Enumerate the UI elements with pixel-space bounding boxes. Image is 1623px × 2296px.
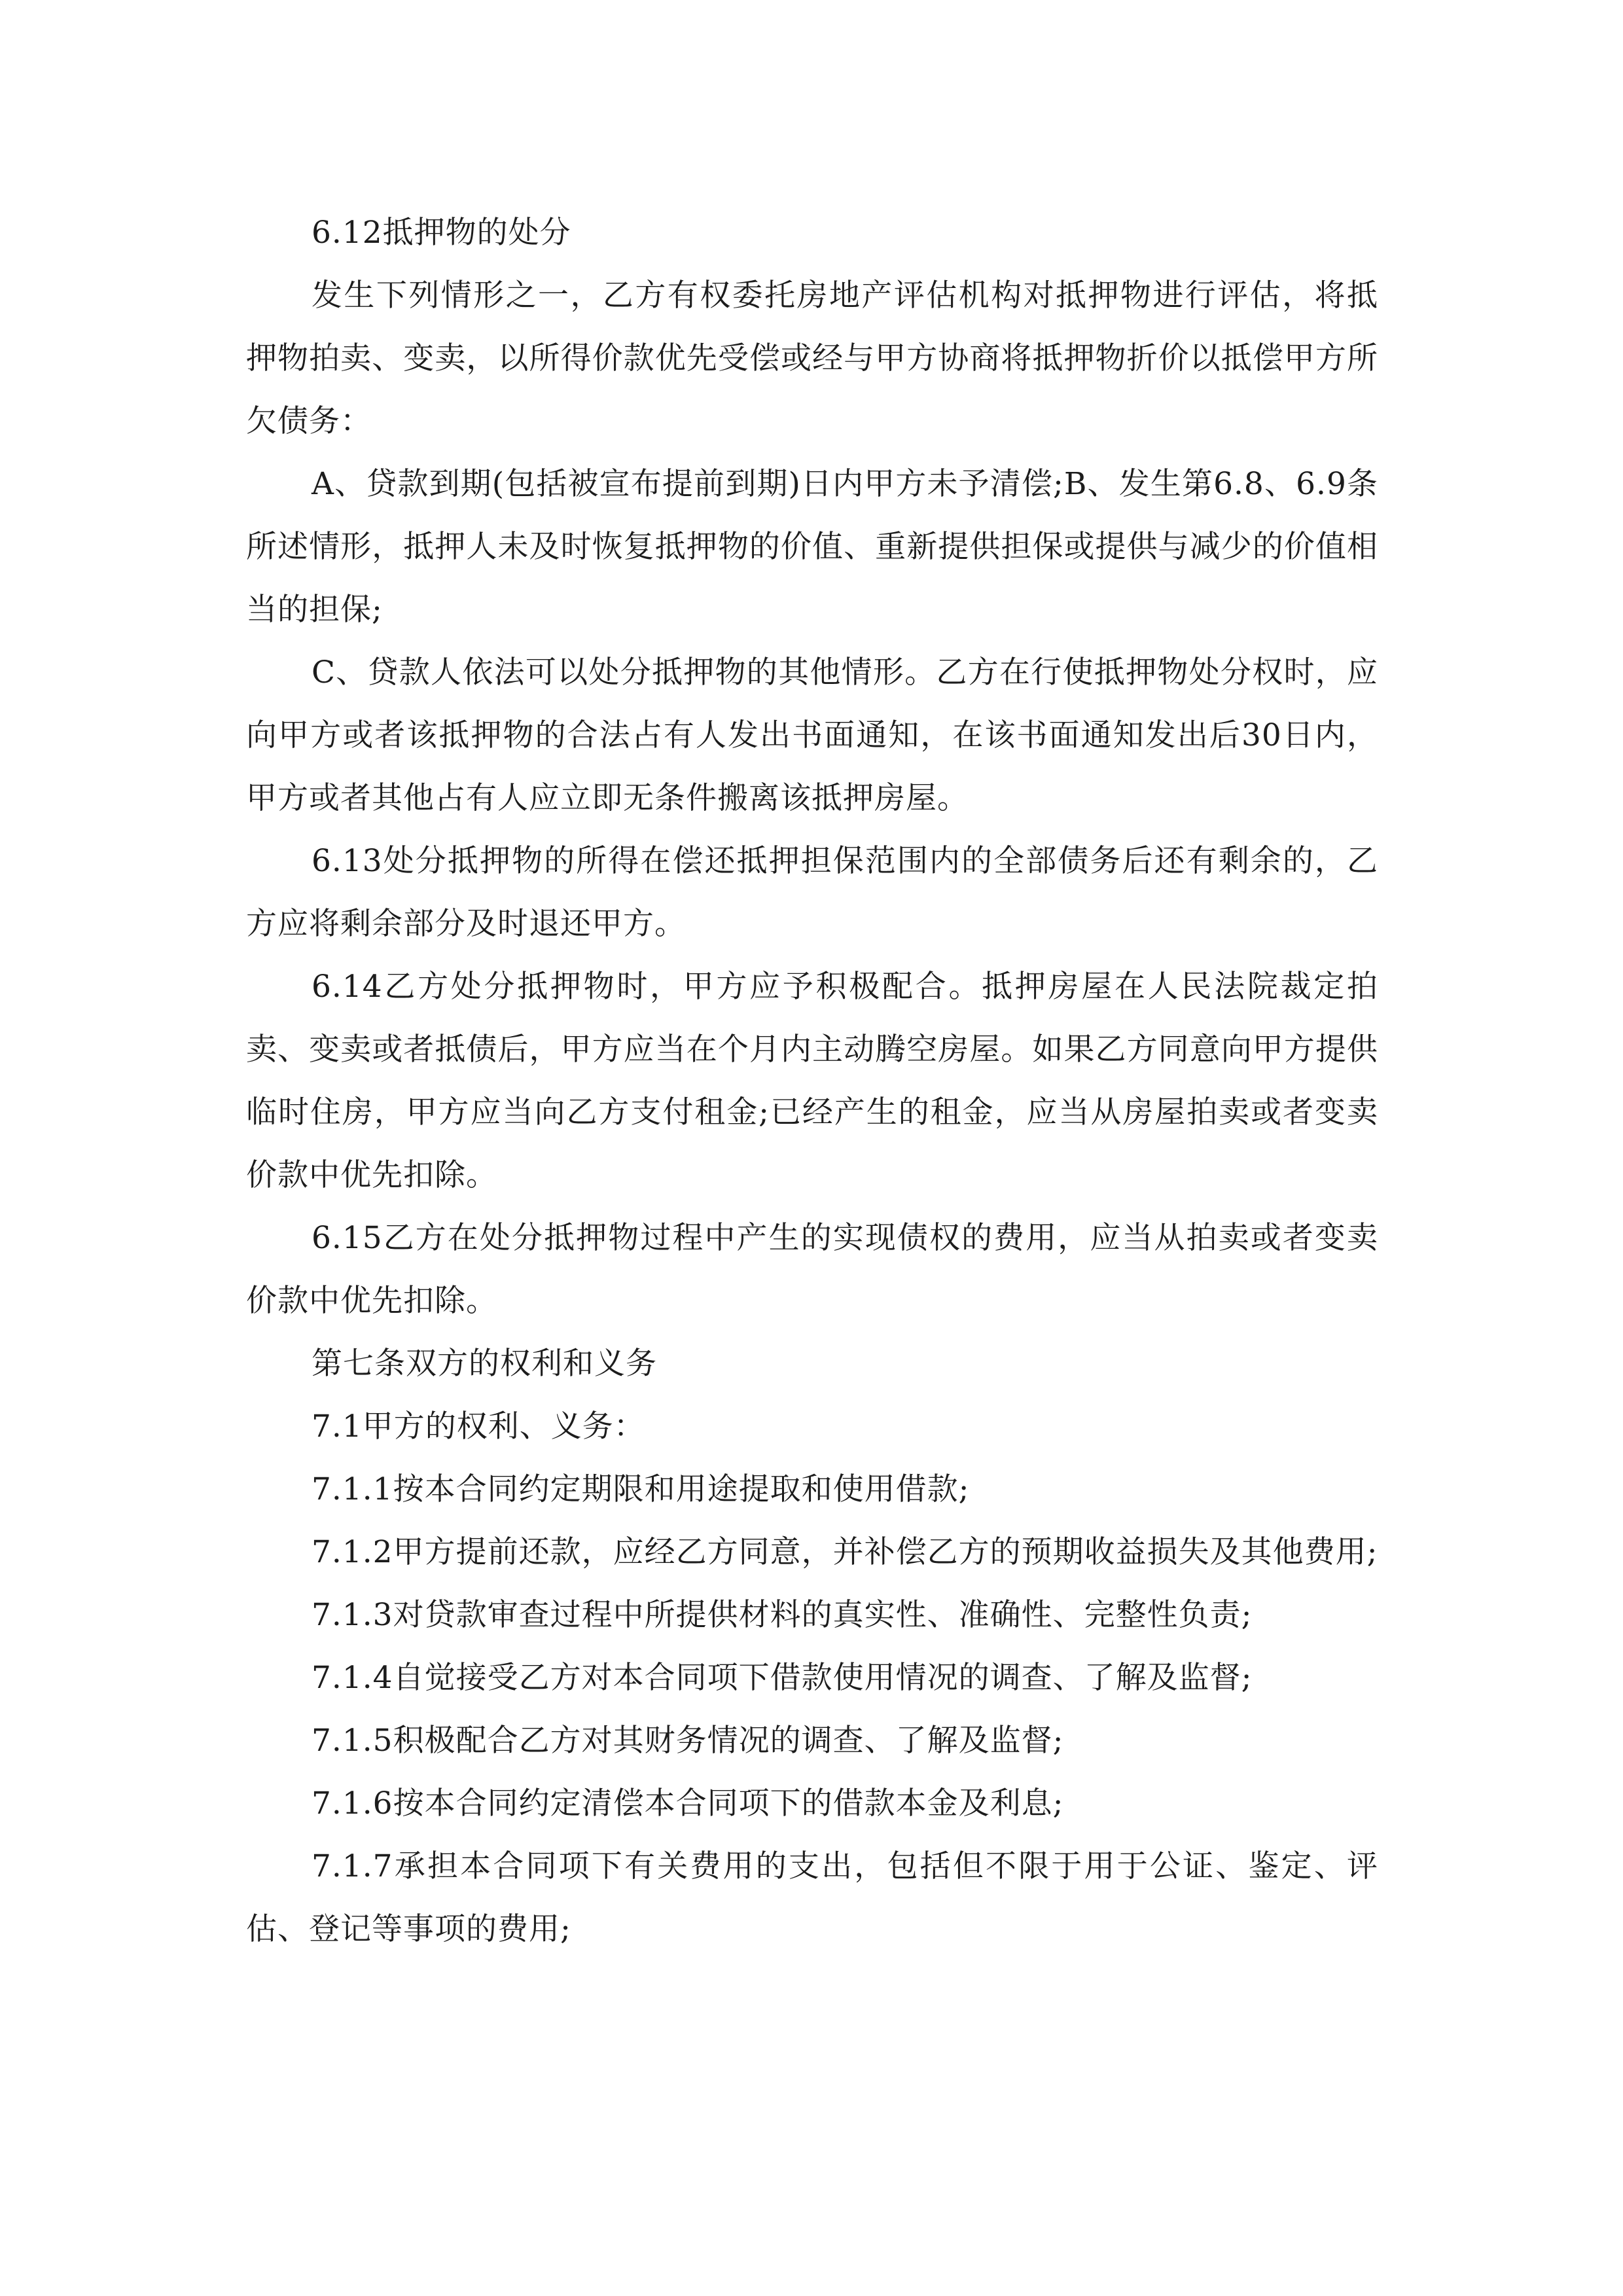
paragraph-7-1-4: 7.1.4自觉接受乙方对本合同项下借款使用情况的调查、了解及监督; — [312, 1660, 1253, 1696]
section-heading-7-1: 7.1甲方的权利、义务： — [312, 1408, 645, 1444]
paragraph-6-13: 6.13处分抵押物的所得在偿还抵押担保范围内的全部债务后还有剩余的，乙方应将剩余部分及时退还甲方。 — [246, 843, 1378, 942]
paragraph-7-1-2: 7.1.2甲方提前还款，应经乙方同意，并补偿乙方的预期收益损失及其他费用; — [312, 1534, 1378, 1570]
document-body — [246, 202, 1378, 1961]
paragraph-7-1-1: 7.1.1按本合同约定期限和用途提取和使用借款; — [312, 1471, 970, 1507]
paragraph-disposal-conditions: 发生下列情形之一，乙方有权委托房地产评估机构对抵押物进行评估，将抵押物拍卖、变卖，以所得价款优先受偿或经与甲方协商将抵押物折价以抵偿甲方所欠债务： — [246, 278, 1378, 439]
article-seven-heading: 第七条双方的权利和义务 — [312, 1346, 657, 1382]
paragraph-7-1-3: 7.1.3对贷款审查过程中所提供材料的真实性、准确性、完整性负责; — [312, 1597, 1253, 1633]
paragraph-6-14: 6.14乙方处分抵押物时，甲方应予积极配合。抵押房屋在人民法院裁定拍卖、变卖或者抵债后，甲方应当在个月内主动腾空房屋。如果乙方同意向甲方提供临时住房，甲方应当向乙方支付租金;已经产生的租金，应当从房屋拍卖或者变卖价款中优先扣除。 — [246, 969, 1378, 1193]
paragraph-condition-a-b: A、贷款到期(包括被宣布提前到期)日内甲方未予清偿;B、发生第6.8、6.9条所述情形，抵押人未及时恢复抵押物的价值、重新提供担保或提供与减少的价值相当的担保; — [246, 466, 1378, 628]
paragraph-condition-c: C、贷款人依法可以处分抵押物的其他情形。乙方在行使抵押物处分权时，应向甲方或者该抵押物的合法占有人发出书面通知，在该书面通知发出后30日内，甲方或者其他占有人应立即无条件搬离该抵押房屋。 — [246, 655, 1378, 816]
paragraph-6-15: 6.15乙方在处分抵押物过程中产生的实现债权的费用，应当从拍卖或者变卖价款中优先扣除。 — [246, 1220, 1378, 1319]
paragraph-7-1-7: 7.1.7承担本合同项下有关费用的支出，包括但不限于用于公证、鉴定、评估、登记等事项的费用; — [246, 1848, 1378, 1947]
section-heading-6-12: 6.12抵押物的处分 — [312, 215, 571, 251]
paragraph-7-1-6: 7.1.6按本合同约定清偿本合同项下的借款本金及利息; — [312, 1785, 1064, 1821]
paragraph-7-1-5: 7.1.5积极配合乙方对其财务情况的调查、了解及监督; — [312, 1723, 1064, 1759]
